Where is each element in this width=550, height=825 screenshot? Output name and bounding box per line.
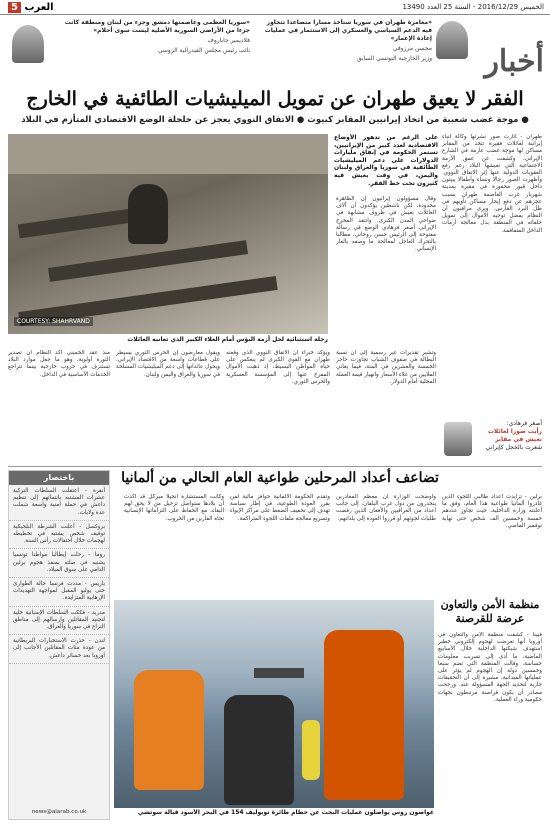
teaser-role: وزير الخارجية التونسي السابق <box>356 55 432 62</box>
teaser-author: فلاديمير جاباروف <box>207 37 250 44</box>
author-portrait-left <box>12 25 44 63</box>
story1-intro: على الرغم من تدهور الأوضاع الاقتصادية لعدد كبير من الإيرانيين، تستمر الحكومة في إنفاق مليارات الدولارات على دعم الميليشيات الطائفية في سوريا والعراق ولبنان واليمن، في وقت يعيش فيه كثيرون تحت خط الفقر. <box>334 134 438 187</box>
photo-oxygen-tank <box>302 720 320 780</box>
top-bar <box>0 0 550 15</box>
brief-item[interactable]: بروكسل - أعلنت الشرطة البلجيكية توقيف شخص يشتبه في تخطيطه لهجمات خلال احتفالات رأس السنة. <box>9 521 109 550</box>
brief-item[interactable]: باريس - مددت فرنسا حالة الطوارئ حتى يوليو المقبل لمواجهة التهديدات الإرهابية المتزايدة. <box>9 578 109 607</box>
teaser-author: محسن مرزوقي <box>392 45 432 52</box>
main-subheadline: ● موجة غضب شعبية من اتخاذ إيرانيين المقابر كبيوت ● الاتفاق النووي يعجز عن حلحلة الوضع الاقتصادي المتأزم في البلاد <box>21 115 529 125</box>
section-divider <box>8 466 542 467</box>
brief-item[interactable]: لندن - حذرت الاستخبارات البريطانية من عودة مئات المقاتلين الأجانب إلى أوروبا بعد خسائر داعش. <box>9 635 109 664</box>
section-title: أخبار <box>484 44 544 79</box>
story1-text-col: وتشير تقديرات غير رسمية إلى أن نسبة البطالة في صفوف الشباب تجاوزت حاجز الخمسة والعشرين في المئة، فيما يعاني الملايين من غلاء الأسعار وانهيار قيمة العملة المحلية أمام الدولار. <box>336 350 436 385</box>
masthead-logo <box>6 2 54 13</box>
photo-person <box>134 670 204 790</box>
story1-column-mid: وقال مسؤولون إيرانيون إن الظاهرة محدودة، لكن ناشطين يؤكدون أن آلاف العائلات تعيش في ظروف مشابهة في ضواحي المدن الكبرى. وانتقد المخرج الإيراني أصغر فرهادي الوضع في رسالة مفتوحة إلى الرئيس حسن روحاني، مطالبا بالتحرك العاجل لمعالجة ما وصفه بالعار الإنساني. <box>336 196 436 253</box>
story2-text-col: وتقدم الحكومة الألمانية حوافز مالية لمن يقرر العودة الطوعية، في إطار سياسة تهدف إلى تخفيف الضغط على مراكز الإيواء وتسريع معالجة ملفات اللجوء المتراكمة. <box>230 494 330 522</box>
main-headline[interactable]: الفقر لا يعيق طهران عن تمويل الميليشيات الطائفية في الخارج <box>26 88 524 110</box>
photo-person <box>324 630 404 800</box>
photo-boat <box>254 668 304 678</box>
logo-text: العرب <box>24 1 54 13</box>
rescue-divers-photo[interactable] <box>114 600 434 808</box>
story2-text-col: برلين - تزايدت أعداد طالبي اللجوء الذين غادروا ألمانيا طواعية هذا العام، وفق ما أعلنته وزارة الداخلية، حيث تجاوز عددهم خمسة وخمسين ألف شخص حتى نهاية نوفمبر الماضي. <box>442 494 542 529</box>
byline-note: شعرت بالخجل كإيراني <box>485 444 542 451</box>
author-portrait-right <box>436 21 468 59</box>
page-header <box>0 15 550 83</box>
story1-column-right: طهران - أثارت صور نشرتها وكالة أنباء إيرانية لعائلات فقيرة تتخذ من المقابر مساكن لها موجة غضب عارمة في الشارع الإيراني، وكشفت عن عمق الأزمة الاجتماعية التي تعيشها البلاد رغم رفع العقوبات الدولية عنها إثر الاتفاق النووي. وأظهرت الصور رجالا ونساء وأطفالا يبيتون داخل قبور محفورة في مقبرة بمدينة شهريار غرب العاصمة طهران بسبب عجزهم عن دفع إيجار مساكن تأويهم في ظل البرد القارس. ويرى مراقبون أن النظام يفضل توجيه الأموال إلى تمويل حلفائه في المنطقة بدل معالجة أزمات الداخل المتفاقمة. <box>442 134 542 234</box>
story1-text-col: ويؤكد خبراء أن الاتفاق النووي الذي وقعته طهران مع القوى الكبرى لم ينعكس على حياة المواطن البسيط، إذ ذهبت الأموال المفرج عنها إلى المؤسسة العسكرية والحرس الثوري. <box>226 350 330 385</box>
brief-item[interactable]: مدريد - فككت السلطات الإسبانية خلية لتجنيد المقاتلين وإرسالهم إلى مناطق النزاع في سوريا والعراق. <box>9 607 109 636</box>
byline-portrait <box>444 422 472 456</box>
byline-quote: رأيت صورا لعائلات تعيش في مقابر <box>487 428 542 443</box>
photo-credit: COURTESY: SHAHRVAND <box>14 317 93 326</box>
brief-item[interactable]: روما - رحلت إيطاليا مواطنا تونسيا يشتبه في صلته بمنفذ هجوم برلين الدامي على سوق الميلاد. <box>9 549 109 578</box>
photo-person <box>224 695 294 805</box>
photo-caption: رحلة استثنائية لحل أزمة البؤس أمام الغلاء الكبير الذي تعانيه العائلات <box>127 336 328 343</box>
photo-wall <box>8 134 328 174</box>
page-number: 5 <box>8 2 21 13</box>
sidebar-title: باختصار <box>9 471 109 485</box>
cemetery-photo[interactable] <box>8 134 328 334</box>
quote-teaser-right <box>262 19 432 71</box>
quote-byline <box>442 416 542 462</box>
story2-text-col: وأوضحت الوزارة أن معظم المغادرين ينحدرون من دول غرب البلقان، إلى جانب أعداد من العراقيين والأفغان الذين رفضت طلبات لجوئهم أو قرروا العودة إلى بلدانهم. <box>336 494 436 522</box>
story1-text-col: منذ عقد الخميني أكد النظام أن تصدير الثورة أولوية، وهو ما جعل موارد البلاد تستنزف في حروب خارجية بينما تتراجع الخدمات الأساسية في الداخل. <box>8 350 110 378</box>
teaser-role: نائب رئيس مجلس الفيدرالية الروسي <box>157 47 250 54</box>
story3-body: فيينا - كشفت منظمة الأمن والتعاون في أوروبا أنها تعرضت لهجوم إلكتروني خطير استهدف شبكتها الداخلية خلال الأسابيع الماضية، ما أدى إلى تسريب معلومات حساسة. وقالت المنظمة التي تضم سبعا وخمسين دولة إن الهجوم لم يؤثر على عملياتها الميدانية، مشيرة إلى أن التحقيقات جارية لتحديد الجهة المسؤولة عنه. ورجحت مصادر أن يكون قراصنة مرتبطون بجهات حكومية وراء العملية. <box>438 632 542 703</box>
briefs-sidebar <box>8 470 110 820</box>
issue-date: الخميس 2016/12/29 - السنة 25 العدد 13490 <box>402 3 544 11</box>
story1-text-col: ويقول معارضون إن الحرس الثوري يسيطر على قطاعات واسعة من الاقتصاد الإيراني، ويحول عائداتها إلى دعم الميليشيات المسلحة في سوريا والعراق واليمن ولبنان. <box>116 350 220 378</box>
sidebar-email[interactable]: news@alarab.co.uk <box>31 809 87 815</box>
story3-headline[interactable]: منظمة الأمن والتعاون عرضة للقرصنة <box>440 598 540 625</box>
teaser-quote: «سوريا العظمى وعاصمتها دمشق وجزء من لبنان ومنطقة كانت جزءا من الأراضي السورية الأصلية ليست سوى أحلام» <box>64 19 250 34</box>
brief-item[interactable]: أنقرة - اعتقلت السلطات التركية عشرات المشتبه بانتمائهم إلى تنظيم داعش في حملة أمنية واسعة شملت عدة ولايات. <box>9 485 109 521</box>
teaser-quote: «مغامرة طهران في سوريا ستأخذ مسارا متصاعدا تتجاوز فيه الدعم السياسي والعسكري إلى الاستثمار في عمليات إعادة الإعمار» <box>264 19 432 42</box>
photo-grave <box>48 240 248 282</box>
photo-figure <box>128 184 168 244</box>
quote-teaser-left <box>50 19 250 71</box>
story2-headline[interactable]: تضاعف أعداد المرحلين طواعية العام الحالي من ألمانيا <box>121 470 439 486</box>
photo2-caption: غواصون روس يواصلون عمليات البحث عن حطام طائرة توبوليف 154 في البحر الأسود قبالة سوتشي <box>137 809 434 816</box>
story2-text-col: وكانت المستشارة أنجيلا ميركل قد أكدت أن بلادها ستواصل ترحيل من لا يحق لهم البقاء، مع الحفاظ على التزاماتها الإنسانية تجاه الفارين من الحروب. <box>124 494 224 522</box>
byline-label: أصغر فرهادي: <box>506 420 542 427</box>
